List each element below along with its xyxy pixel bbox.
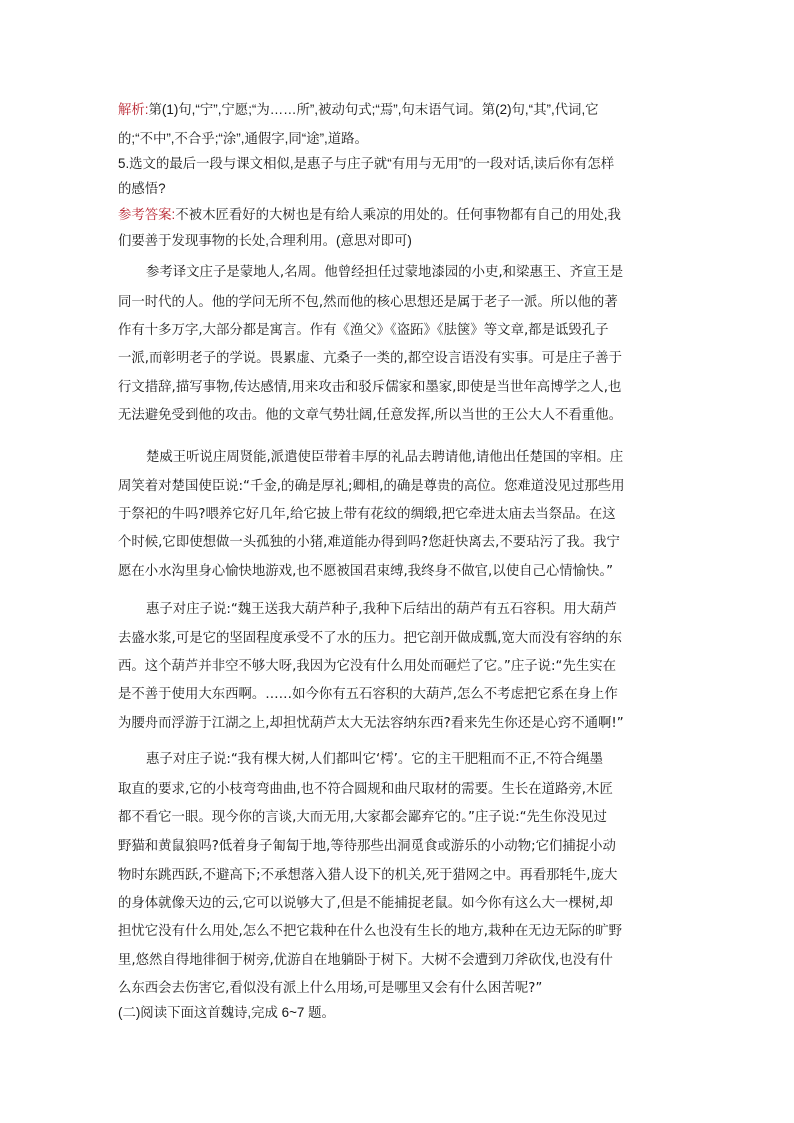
translation-p3-line: 惠子对庄子说:“魏王送我大葫芦种子,我种下后结出的葫芦有五石容积。用大葫芦 (146, 602, 617, 617)
question-5-line-2: 的感悟? (118, 181, 166, 196)
analysis-line-2: 的;“不中”,不合乎;“涂”,通假字,同“途”,道路。 (118, 131, 368, 146)
translation-p4-line: 担忧它没有什么用处,怎么不把它栽种在什么也没有生长的地方,栽种在无边无际的旷野 (118, 924, 622, 939)
section-2-heading: (二)阅读下面这首魏诗,完成 6~7 题。 (118, 1005, 335, 1020)
translation-p4-line: 里,悠然自得地徘徊于树旁,优游自在地躺卧于树下。大树不会遭到刀斧砍伐,也没有什 (118, 953, 613, 968)
translation-p4-line: 么东西会去伤害它,看似没有派上什么用场,可是哪里又会有什么困苦呢?” (118, 981, 543, 996)
translation-p2-line: 楚威王听说庄周贤能,派遣使臣带着丰厚的礼品去聘请他,请他出任楚国的宰相。庄 (146, 450, 624, 465)
answer-line-2: 们要善于发现事物的长处,合理利用。(意思对即可) (118, 233, 412, 248)
translation-p3-line: 为腰舟而浮游于江湖之上,却担忧葫芦太大无法容纳东西?看来先生你还是心窍不通啊!” (118, 716, 624, 731)
translation-p2-line: 周笑着对楚国使臣说:“千金,的确是厚礼;卿相,的确是尊贵的高位。您难道没见过那些用 (118, 479, 625, 494)
translation-p2-line: 个时候,它即使想做一头孤独的小猪,难道能办得到吗?您赶快离去,不要玷污了我。我宁 (118, 535, 620, 550)
translation-p1-line: 作有十多万字,大部分都是寓言。作有《渔父》《盗跖》《胠箧》等文章,都是诋毁孔子 (118, 323, 609, 338)
translation-p4-line: 野猫和黄鼠狼吗?低着身子匍匐于地,等待那些出洞觅食或游乐的小动物;它们捕捉小动 (118, 839, 616, 854)
translation-p1-line: 一派,而彰明老子的学说。畏累虚、亢桑子一类的,都空设言语没有实事。可是庄子善于 (118, 351, 622, 366)
translation-p1-line: 同一时代的人。他的学问无所不包,然而他的核心思想还是属于老子一派。所以他的著 (118, 295, 618, 310)
analysis-label: 解析: (118, 102, 149, 117)
translation-p4-line: 都不看它一眼。现今你的言谈,大而无用,大家都会鄙弃它的。”庄子说:“先生你没见过 (118, 810, 607, 825)
analysis-text-1: 第(1)句,“宁”,宁愿;“为……所”,被动句式;“焉”,句末语气词。第(2)句,“其”,代词,它 (148, 102, 599, 117)
translation-p4-line: 物时东跳西跃,不避高下;不承想落入猎人设下的机关,死于猎网之中。再看那牦牛,庞大 (118, 868, 618, 883)
answer-line-1 (118, 206, 621, 224)
translation-p2-line: 于祭祀的牛吗?喂养它好几年,给它披上带有花纹的绸缎,把它牵进太庙去当祭品。在这 (118, 507, 616, 522)
analysis-line-1 (118, 101, 599, 119)
translation-p3-line: 是不善于使用大东西啊。……如今你有五石容积的大葫芦,怎么不考虑把它系在身上作 (118, 687, 618, 702)
translation-p3-line: 西。这个葫芦并非空不够大呀,我因为它没有什么用处而砸烂了它。”庄子说:“先生实在 (118, 659, 617, 674)
translation-p4-line: 的身体就像天边的云,它可以说够大了,但是不能捕捉老鼠。如今你有这么大一棵树,却 (118, 896, 613, 911)
answer-label: 参考答案: (118, 207, 176, 222)
translation-p1-line: 行文措辞,描写事物,传达感情,用来攻击和驳斥儒家和墨家,即使是当世年高博学之人,也 (118, 380, 622, 395)
question-5-line-1: 5.选文的最后一段与课文相似,是惠子与庄子就“有用与无用”的一段对话,读后你有怎样 (118, 156, 615, 171)
translation-p4-line: 惠子对庄子说:“我有棵大树,人们都叫它‘樗’。它的主干肥粗而不正,不符合绳墨 (146, 752, 603, 767)
translation-p1-line: 无法避免受到他的攻击。他的文章气势壮阔,任意发挥,所以当世的王公大人不看重他。 (118, 408, 622, 423)
answer-text-1: 不被木匠看好的大树也是有给人乘凉的用处的。任何事物都有自己的用处,我 (175, 207, 621, 222)
translation-p4-line: 取直的要求,它的小枝弯弯曲曲,也不符合圆规和曲尺取材的需要。生长在道路旁,木匠 (118, 782, 613, 797)
translation-p2-line: 愿在小水沟里身心愉快地游戏,也不愿被国君束缚,我终身不做官,以使自己心情愉快。” (118, 564, 614, 579)
translation-p1-line: 参考译文庄子是蒙地人,名周。他曾经担任过蒙地漆园的小吏,和梁惠王、齐宣王是 (146, 265, 624, 280)
translation-p3-line: 去盛水浆,可是它的坚固程度承受不了水的压力。把它剖开做成瓢,宽大而没有容纳的东 (118, 631, 622, 646)
